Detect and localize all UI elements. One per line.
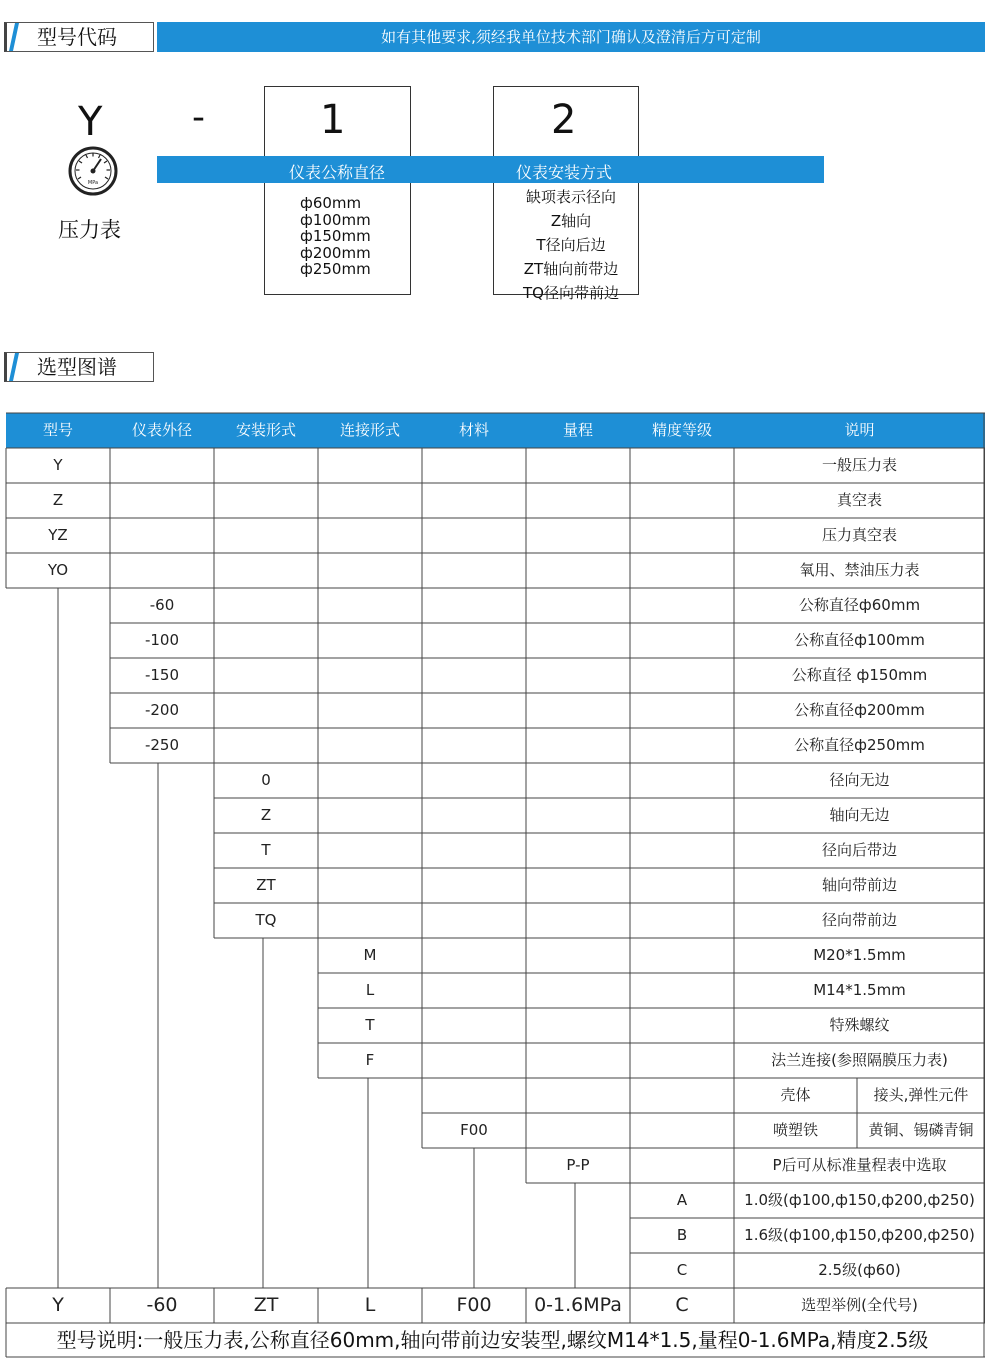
table-code-cell: Z — [52, 491, 64, 509]
table-header-cell: 安装形式 — [235, 421, 296, 439]
table-code-cell: TQ — [255, 911, 277, 929]
table-footnote: 型号说明:一般压力表,公称直径60mm,轴向带前边安装型,螺纹M14*1.5,量程0-1.6MPa,精度2.5级 — [56, 1328, 929, 1352]
example-cell: Y — [52, 1294, 64, 1316]
gauge-label: 压力表 — [58, 218, 121, 242]
table-code-cell: ZT — [256, 876, 276, 894]
install-title: 仪表安装方式 — [516, 163, 613, 182]
table-code-cell: -150 — [144, 666, 180, 684]
section-title: 选型图谱 — [37, 355, 117, 379]
table-desc-cell: P后可从标准量程表中选取 — [772, 1156, 947, 1174]
table-code-cell: P-P — [566, 1156, 590, 1174]
table-desc-cell: 1.0级(ф100,ф150,ф200,ф250) — [744, 1191, 975, 1209]
example-cell: 0-1.6MPa — [534, 1294, 622, 1316]
table-code-cell: YZ — [48, 526, 68, 544]
table-desc-cell: 公称直径ф60mm — [798, 596, 921, 614]
table-code-cell: -60 — [149, 596, 175, 614]
table-header-cell: 仪表外径 — [131, 421, 192, 439]
material-code-cell: F00 — [460, 1121, 488, 1139]
install-option: ZT轴向前带边 — [523, 260, 619, 278]
gauge-unit-text: MPa — [87, 180, 99, 186]
code-prefix: Y — [78, 99, 103, 145]
table-desc-cell: 一般压力表 — [821, 456, 897, 474]
table-header-cell: 型号 — [42, 421, 73, 439]
diameter-option: ф250mm — [300, 260, 371, 278]
custom-note: 如有其他要求,须经我单位技术部门确认及澄清后方可定制 — [381, 28, 761, 46]
table-desc-cell: 1.6级(ф100,ф150,ф200,ф250) — [744, 1226, 975, 1244]
material-element-cell: 接头,弹性元件 — [873, 1086, 969, 1104]
table-code-cell: F — [365, 1051, 375, 1069]
material-shell-cell: 喷塑铁 — [772, 1121, 818, 1139]
table-code-cell: -250 — [144, 736, 180, 754]
table-desc-cell: 公称直径 ф150mm — [791, 666, 928, 684]
table-desc-cell: 公称直径ф250mm — [794, 736, 925, 754]
table-desc-cell: 氧用、禁油压力表 — [799, 561, 920, 579]
table-code-cell: L — [365, 981, 375, 999]
material-shell-cell: 壳体 — [780, 1086, 811, 1104]
table-desc-cell: 径向后带边 — [821, 841, 897, 859]
table-desc-cell: 公称直径ф200mm — [794, 701, 925, 719]
table-code-cell: Z — [260, 806, 272, 824]
example-cell: -60 — [146, 1294, 178, 1316]
code-dash: - — [192, 97, 205, 138]
table-desc-cell: 2.5级(ф60) — [818, 1261, 901, 1279]
table-desc-cell: 径向带前边 — [821, 911, 897, 929]
table-desc-cell: 公称直径ф100mm — [794, 631, 925, 649]
table-code-cell: M — [363, 946, 377, 964]
table-desc-cell: M14*1.5mm — [813, 981, 906, 999]
install-option: 缺项表示径向 — [525, 188, 616, 206]
table-header-cell: 材料 — [458, 421, 489, 439]
table-desc-cell: 特殊螺纹 — [829, 1016, 890, 1034]
table-desc-cell: 轴向带前边 — [821, 876, 897, 894]
example-cell: C — [675, 1294, 689, 1316]
table-code-cell: B — [676, 1226, 688, 1244]
table-desc-cell: 压力真空表 — [821, 526, 897, 544]
table-header-cell: 精度等级 — [651, 421, 712, 439]
section-title: 型号代码 — [37, 25, 117, 49]
table-desc-cell: 真空表 — [836, 491, 882, 509]
diameter-option: ф60mm — [300, 194, 362, 212]
example-cell: ZT — [253, 1294, 279, 1316]
table-header-cell: 说明 — [844, 421, 875, 439]
example-cell: F00 — [456, 1294, 492, 1316]
material-element-cell: 黄铜、锡磷青铜 — [868, 1121, 974, 1139]
diameter-option: ф100mm — [300, 210, 371, 229]
diameter-digit: 1 — [320, 97, 346, 143]
example-cell: 选型举例(全代号) — [801, 1296, 918, 1314]
table-code-cell: Y — [53, 456, 63, 474]
table-desc-cell: M20*1.5mm — [813, 946, 906, 964]
table-code-cell: T — [365, 1016, 375, 1034]
table-desc-cell: 法兰连接(参照隔膜压力表) — [771, 1051, 948, 1069]
install-option: Z轴向 — [550, 212, 592, 230]
install-option: T径向后边 — [536, 236, 606, 254]
table-code-cell: A — [676, 1191, 688, 1209]
table-code-cell: -200 — [144, 701, 180, 719]
table-code-cell: -100 — [144, 631, 180, 649]
table-code-cell: YO — [47, 561, 69, 579]
table-code-cell: T — [261, 841, 271, 859]
diameter-option: ф150mm — [300, 227, 371, 245]
install-option: TQ径向带前边 — [523, 284, 619, 302]
table-desc-cell: 轴向无边 — [829, 806, 890, 824]
diameter-option: ф200mm — [300, 243, 371, 262]
table-code-cell: C — [676, 1261, 688, 1279]
table-header-cell: 量程 — [562, 421, 593, 439]
install-digit: 2 — [551, 97, 577, 143]
table-code-cell: 0 — [261, 771, 271, 789]
table-desc-cell: 径向无边 — [829, 771, 890, 789]
diameter-title: 仪表公称直径 — [289, 163, 386, 182]
table-header-cell: 连接形式 — [339, 421, 400, 439]
example-cell: L — [364, 1294, 376, 1316]
